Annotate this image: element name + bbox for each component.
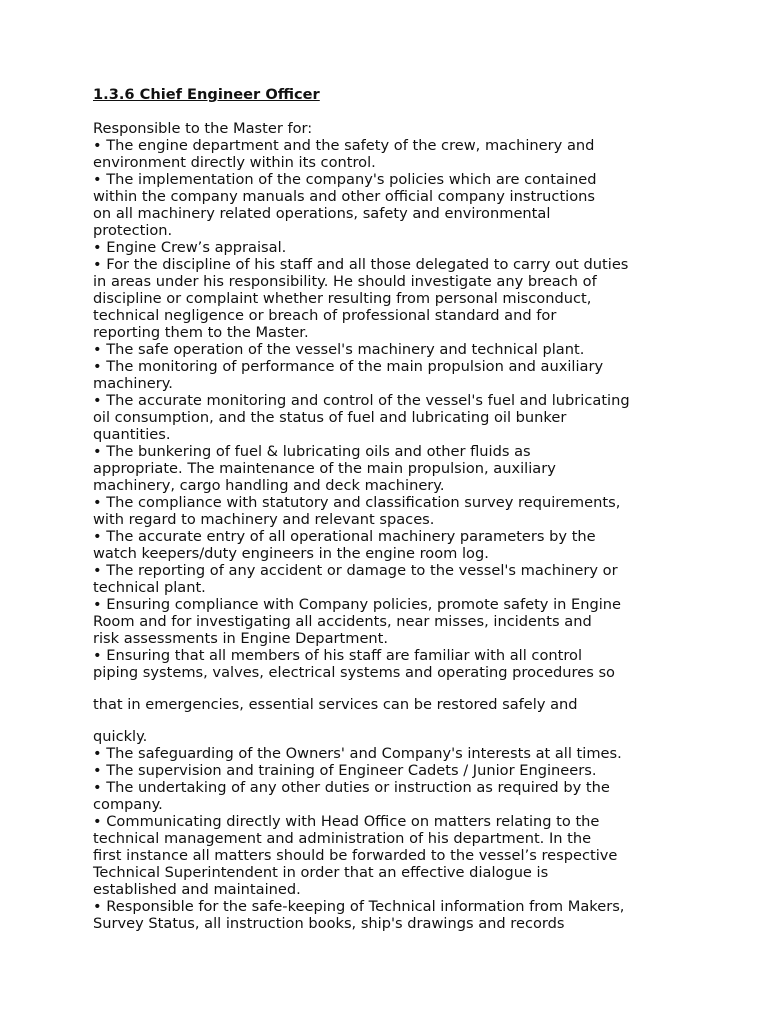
line-spacer bbox=[93, 681, 753, 696]
text-line: company. bbox=[93, 796, 163, 813]
text-line: reporting them to the Master. bbox=[93, 324, 309, 341]
text-line: technical management and administration of his department. In the bbox=[93, 830, 592, 847]
text-line: • Responsible for the safe-keeping of Technical information from Makers, bbox=[93, 898, 625, 915]
text-line: discipline or complaint whether resulting from personal misconduct, bbox=[93, 290, 592, 307]
text-line: • The engine department and the safety of the crew, machinery and bbox=[93, 137, 595, 154]
text-line: • The safe operation of the vessel's machinery and technical plant. bbox=[93, 341, 585, 358]
text-line: that in emergencies, essential services can be restored safely and bbox=[93, 696, 578, 713]
text-line: watch keepers/duty engineers in the engine room log. bbox=[93, 545, 489, 562]
text-line: in areas under his responsibility. He should investigate any breach of bbox=[93, 273, 597, 290]
text-line: Room and for investigating all accidents, near misses, incidents and bbox=[93, 613, 592, 630]
text-block-2 bbox=[93, 696, 753, 713]
text-line: • The compliance with statutory and classification survey requirements, bbox=[93, 494, 621, 511]
text-line: within the company manuals and other official company instructions bbox=[93, 188, 596, 205]
document-page bbox=[93, 86, 753, 932]
text-line: environment directly within its control. bbox=[93, 154, 376, 171]
section-heading: 1.3.6 Chief Engineer Officer bbox=[93, 86, 320, 103]
text-line: technical plant. bbox=[93, 579, 206, 596]
text-line: machinery. bbox=[93, 375, 173, 392]
text-line: quickly. bbox=[93, 728, 148, 745]
heading-spacer bbox=[93, 103, 753, 120]
text-line: • The accurate monitoring and control of the vessel's fuel and lubricating bbox=[93, 392, 630, 409]
text-line: with regard to machinery and relevant spaces. bbox=[93, 511, 435, 528]
text-line: protection. bbox=[93, 222, 173, 239]
text-line: • The undertaking of any other duties or instruction as required by the bbox=[93, 779, 610, 796]
text-line: oil consumption, and the status of fuel and lubricating oil bunker bbox=[93, 409, 567, 426]
text-line: machinery, cargo handling and deck machinery. bbox=[93, 477, 445, 494]
text-line: piping systems, valves, electrical systems and operating procedures so bbox=[93, 664, 615, 681]
text-line: • The safeguarding of the Owners' and Company's interests at all times. bbox=[93, 745, 622, 762]
text-line: • For the discipline of his staff and all those delegated to carry out duties bbox=[93, 256, 629, 273]
text-line: • The accurate entry of all operational machinery parameters by the bbox=[93, 528, 596, 545]
text-line: quantities. bbox=[93, 426, 171, 443]
text-line: Survey Status, all instruction books, ship's drawings and records bbox=[93, 915, 565, 932]
text-line: • The implementation of the company's policies which are contained bbox=[93, 171, 597, 188]
text-line: • Engine Crew’s appraisal. bbox=[93, 239, 287, 256]
text-line: • Ensuring that all members of his staff are familiar with all control bbox=[93, 647, 583, 664]
text-line: risk assessments in Engine Department. bbox=[93, 630, 389, 647]
text-line: on all machinery related operations, safety and environmental bbox=[93, 205, 551, 222]
text-block-1 bbox=[93, 120, 753, 681]
text-line: • Ensuring compliance with Company policies, promote safety in Engine bbox=[93, 596, 622, 613]
line-spacer bbox=[93, 713, 753, 728]
text-line: Technical Superintendent in order that an effective dialogue is bbox=[93, 864, 549, 881]
text-line: • Communicating directly with Head Office on matters relating to the bbox=[93, 813, 600, 830]
text-line: appropriate. The maintenance of the main propulsion, auxiliary bbox=[93, 460, 556, 477]
text-block-3 bbox=[93, 728, 753, 932]
text-line: • The reporting of any accident or damage to the vessel's machinery or bbox=[93, 562, 618, 579]
text-line: first instance all matters should be forwarded to the vessel’s respective bbox=[93, 847, 618, 864]
text-line: established and maintained. bbox=[93, 881, 301, 898]
text-line: • The bunkering of fuel & lubricating oils and other fluids as bbox=[93, 443, 531, 460]
text-line: • The monitoring of performance of the main propulsion and auxiliary bbox=[93, 358, 604, 375]
text-line: technical negligence or breach of professional standard and for bbox=[93, 307, 557, 324]
text-line: Responsible to the Master for: bbox=[93, 120, 313, 137]
text-line: • The supervision and training of Engineer Cadets / Junior Engineers. bbox=[93, 762, 597, 779]
